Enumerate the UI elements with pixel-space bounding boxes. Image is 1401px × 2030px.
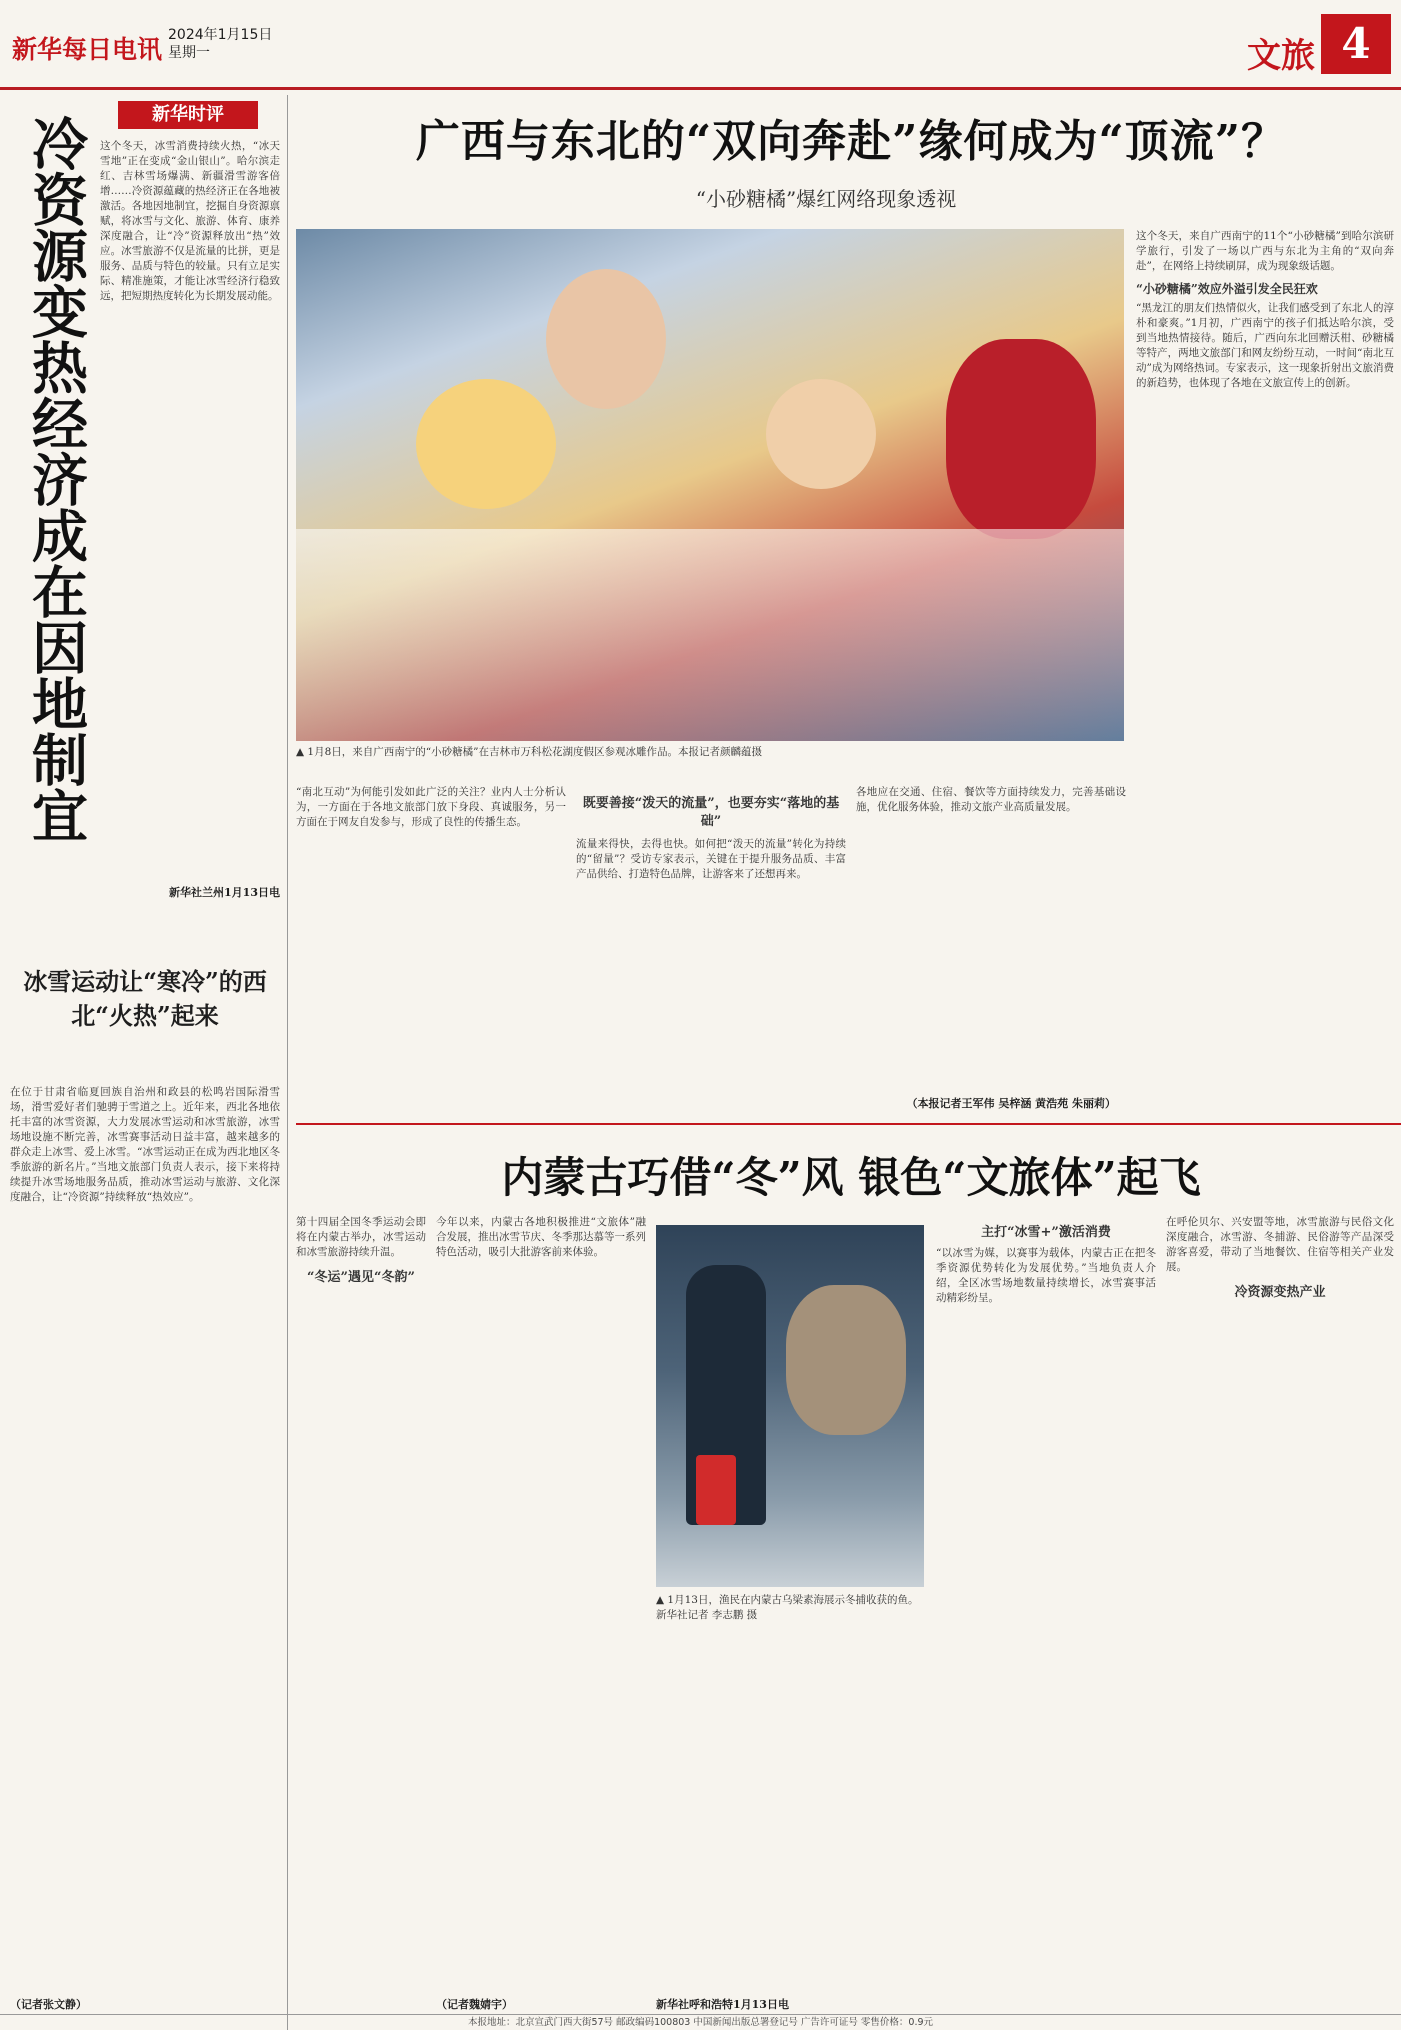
commentary-body: 这个冬天，冰雪消费持续火热，“冰天雪地”正在变成“金山银山”。哈尔滨走红、吉林雪场爆满、新疆滑雪游客倍增……冷资源蕴藏的热经济正在各地被激活。各地因地制宜，挖掘自身资源禀赋，将冰雪与文化、旅游、体育、康养深度融合，让“冷”资源释放出“热”效应。冰雪旅游不仅是流量的比拼，更是服务、品质与特色的较量。只有立足实际、精准施策，才能让冰雪经济行稳致远，把短期热度转化为长期发展动能。: [100, 140, 280, 302]
issue-date: [168, 26, 272, 62]
left-subtitle: 冰雪运动让“寒冷”的西北“火热”起来: [23, 967, 267, 1030]
article2-dateline: 新华社呼和浩特1月13日电: [656, 1998, 789, 2011]
headline-inner-mongolia: 内蒙古巧借“冬”风 银色“文旅体”起飞: [501, 1153, 1201, 1202]
commentary-badge: 新华时评: [118, 101, 258, 129]
article2-col-3: 主打“冰雪+”激活消费 “以冰雪为媒，以赛事为载体，内蒙古正在把冬季资源优势转化为发展优势。”当地负责人介绍，全区冰雪场地数量持续增长，冰雪赛事活动精彩纷呈。: [936, 1225, 1156, 1304]
section-name: 文旅: [1247, 36, 1315, 76]
weekday-text: 星期一: [168, 45, 210, 61]
commentary-title: 冷资源变热经济成在因地制宜: [23, 115, 89, 843]
article1-para-2: “黑龙江的朋友们热情似火，让我们感受到了东北人的淳朴和豪爽。”1月初，广西南宁的孩子们抵达哈尔滨，受到当地热情接待。随后，广西向东北回赠沃柑、砂糖橘等特产，两地文旅部门和网友纷纷互动，一时间“南北互动”成为网络热词。专家表示，这一现象折射出文旅消费的新趋势，也体现了各地在文旅宣传上的创新。: [1136, 302, 1394, 389]
newspaper-brand: 新华每日电讯: [12, 35, 163, 64]
photo-caption-2: ▲ 1月13日，渔民在内蒙古乌梁素海展示冬捕收获的鱼。新华社记者 李志鹏 摄: [656, 1594, 919, 1621]
article1-lead: 这个冬天，来自广西南宁的11个“小砂糖橘”到哈尔滨研学旅行，引发了一场以广西与东北为主角的“双向奔赴”，在网络上持续刷屏，成为现象级话题。: [1136, 230, 1394, 272]
article2-author: （记者魏婧宇）: [436, 1998, 513, 2011]
subhead-guangxi: “小砂糖橘”爆红网络现象透视: [695, 187, 957, 211]
article2-col-1: 第十四届全国冬季运动会即将在内蒙古举办，冰雪运动和冰雪旅游持续升温。 “冬运”遇见“冬韵”: [296, 1216, 426, 1285]
article2-subheading-2: 主打“冰雪+”激活消费: [981, 1225, 1111, 1240]
photo-caption-1: ▲ 1月8日，来自广西南宁的“小砂糖橘”在吉林市万科松花湖度假区参观冰雕作品。本报记者颜麟蕴摄: [296, 746, 763, 758]
article2-col-2: 今年以来，内蒙古各地积极推进“文旅体”融合发展，推出冰雪节庆、冬季那达慕等一系列特色活动，吸引大批游客前来体验。: [436, 1216, 646, 1258]
left-footer: （记者张文静）: [10, 1998, 87, 2011]
article2-subheading-1: “冬运”遇见“冬韵”: [307, 1270, 415, 1285]
article2-subheading-3: 冷资源变热产业: [1234, 1285, 1326, 1300]
left-column: [0, 95, 288, 2030]
date-text: 2024年1月15日: [168, 27, 273, 43]
page-number: 4: [1321, 14, 1391, 74]
photo-ice-fishing: [656, 1225, 924, 1587]
commentary-byline: 新华社兰州1月13日电: [169, 886, 280, 899]
article1-right-column: [1136, 229, 1394, 1109]
article1-mid-col-3: 各地应在交通、住宿、餐饮等方面持续发力，完善基础设施，优化服务体验，推动文旅产业高质量发展。: [856, 786, 1126, 813]
photo-children-ice-sculpture: [296, 229, 1124, 741]
article1-mid-columns: [296, 785, 1126, 1115]
headline-guangxi: 广西与东北的“双向奔赴”缘何成为“顶流”？: [415, 116, 1287, 167]
left-body-2: 在位于甘肃省临夏回族自治州和政县的松鸣岩国际滑雪场，滑雪爱好者们驰骋于雪道之上。近年来，西北各地依托丰富的冰雪资源，大力发展冰雪运动和冰雪旅游，冰雪场地设施不断完善，冰雪赛事活动日益丰富，越来越多的群众走上冰雪、爱上冰雪。“冰雪运动正在成为西北地区冬季旅游的新名片。”当地文旅部门负责人表示，接下来将持续提升冰雪场地服务品质，推动冰雪运动与旅游、文化深度融合，让“冷资源”持续释放“热效应”。: [10, 1086, 280, 1203]
page-footer: 本报地址：北京宣武门西大街57号 邮政编码100803 中国新闻出版总署登记号 广告许可证号 零售价格：0.9元: [0, 2014, 1401, 2030]
article1-mid-col-2: 既要善接“泼天的流量”，也要夯实“落地的基础” 流量来得快，去得也快。如何把“泼天的流量”转化为持续的“留量”？受访专家表示，关键在于提升服务品质、丰富产品供给、打造特色品牌，让游客来了还想再来。: [576, 796, 846, 880]
article1-authors: （本报记者王军伟 吴梓涵 黄浩苑 朱丽莉）: [906, 1097, 1116, 1110]
section-divider: [296, 1123, 1401, 1125]
article2-col-4: 在呼伦贝尔、兴安盟等地，冰雪旅游与民俗文化深度融合，冰雪游、冬捕游、民俗游等产品深受游客喜爱，带动了当地餐饮、住宿等相关产业发展。 冷资源变热产业: [1166, 1216, 1394, 1300]
main-area: [296, 95, 1401, 2030]
article1-subheading-2: 既要善接“泼天的流量”，也要夯实“落地的基础”: [582, 796, 840, 829]
masthead: [0, 0, 1401, 90]
article1-subheading-1: “小砂糖橘”效应外溢引发全民狂欢: [1136, 282, 1318, 296]
article1-mid-col-1: “南北互动”为何能引发如此广泛的关注？业内人士分析认为，一方面在于各地文旅部门放下身段、真诚服务，另一方面在于网友自发参与，形成了良性的传播生态。: [296, 786, 566, 828]
